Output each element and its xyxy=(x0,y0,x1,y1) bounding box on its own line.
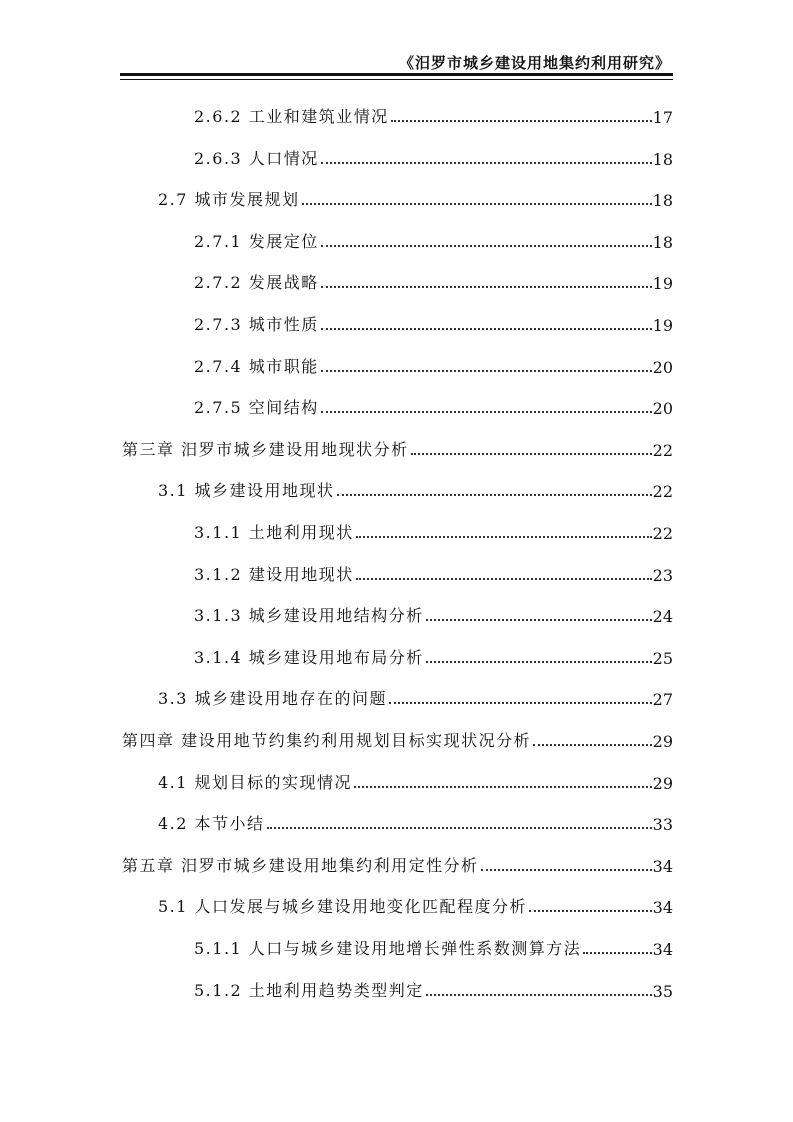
toc-entry-title: 2.7.2 发展战略 xyxy=(194,273,319,293)
toc-page-number: 29 xyxy=(652,773,673,793)
toc-entry[interactable] xyxy=(158,812,673,834)
toc-dot-leader xyxy=(426,661,652,663)
toc-page-number: 23 xyxy=(652,565,673,585)
toc-entry-title: 5.1.1 人口与城乡建设用地增长弹性系数测算方法 xyxy=(194,939,582,958)
toc-entry[interactable] xyxy=(194,313,673,335)
toc-dot-leader xyxy=(583,952,651,954)
toc-dot-leader xyxy=(321,162,652,164)
toc-entry-title: 3.1.1 土地利用现状 xyxy=(194,523,354,542)
header-rule-thick xyxy=(120,73,673,76)
toc-entry-title: 第五章 汨罗市城乡建设用地集约利用定性分析 xyxy=(122,855,479,875)
toc-entry[interactable] xyxy=(158,771,673,793)
toc-entry[interactable] xyxy=(194,105,673,127)
toc-entry-title: 2.6.2 工业和建筑业情况 xyxy=(194,107,389,126)
toc-entry[interactable] xyxy=(194,937,673,959)
toc-page-number: 19 xyxy=(652,274,673,294)
toc-page-number: 24 xyxy=(652,607,673,627)
toc-entry[interactable] xyxy=(194,230,673,252)
toc-dot-leader xyxy=(426,619,652,621)
toc-dot-leader xyxy=(356,578,652,580)
header-rule-thin xyxy=(120,79,673,80)
toc-dot-leader xyxy=(337,494,652,496)
toc-entry[interactable] xyxy=(194,355,673,377)
toc-page-number: 27 xyxy=(652,690,673,710)
toc-entry[interactable] xyxy=(122,438,673,460)
toc-entry[interactable] xyxy=(194,147,673,169)
toc-entry-title: 2.6.3 人口情况 xyxy=(194,148,319,168)
toc-page-number: 20 xyxy=(652,357,673,377)
toc-page-number: 29 xyxy=(652,732,673,751)
toc-entry-title: 2.7.5 空间结构 xyxy=(194,398,319,418)
document-title: 《汨罗市城乡建设用地集约利用研究》 xyxy=(398,54,671,72)
toc-dot-leader xyxy=(481,869,652,871)
toc-dot-leader xyxy=(529,910,652,912)
toc-dot-leader xyxy=(321,411,652,413)
toc-page-number: 34 xyxy=(652,898,673,918)
toc-page-number: 19 xyxy=(652,316,673,335)
toc-page-number: 18 xyxy=(652,149,673,169)
toc-page-number: 25 xyxy=(652,648,673,668)
toc-dot-leader xyxy=(533,744,652,746)
toc-entry[interactable] xyxy=(158,687,673,709)
toc-page-number: 18 xyxy=(652,191,673,211)
toc-entry-title: 2.7.4 城市职能 xyxy=(194,356,319,376)
toc-page-number: 17 xyxy=(652,108,673,127)
toc-dot-leader xyxy=(354,786,652,788)
toc-dot-leader xyxy=(321,286,652,288)
toc-entry-title: 4.1 规划目标的实现情况 xyxy=(158,772,353,792)
toc-dot-leader xyxy=(267,827,652,829)
toc-entry-title: 2.7.3 城市性质 xyxy=(194,315,319,334)
toc-dot-leader xyxy=(321,370,652,372)
toc-entry[interactable] xyxy=(158,188,673,210)
toc-entry-title: 3.1.4 城乡建设用地布局分析 xyxy=(194,647,424,667)
toc-entry[interactable] xyxy=(122,854,673,876)
toc-entry[interactable] xyxy=(194,646,673,668)
toc-entry[interactable] xyxy=(194,979,673,1001)
toc-dot-leader xyxy=(391,120,652,122)
toc-page-number: 22 xyxy=(652,440,673,460)
toc-entry[interactable] xyxy=(122,729,673,751)
toc-page-number: 20 xyxy=(652,399,673,419)
toc-page-number: 33 xyxy=(652,815,673,835)
toc-entry[interactable] xyxy=(194,563,673,585)
toc-page-number: 35 xyxy=(652,981,673,1001)
toc-page-number: 22 xyxy=(652,524,673,543)
toc-dot-leader xyxy=(356,536,652,538)
toc-entry-title: 5.1.2 土地利用趋势类型判定 xyxy=(194,980,424,1000)
toc-dot-leader xyxy=(389,702,652,704)
toc-entry-title: 第三章 汨罗市城乡建设用地现状分析 xyxy=(122,439,409,459)
toc-dot-leader xyxy=(411,453,652,455)
toc-entry-title: 2.7 城市发展规划 xyxy=(158,190,300,210)
toc-entry-title: 2.7.1 发展定位 xyxy=(194,231,319,251)
toc-dot-leader xyxy=(302,203,652,205)
toc-entry-title: 4.2 本节小结 xyxy=(158,814,265,834)
toc-page-number: 34 xyxy=(652,856,673,876)
toc-page-number: 34 xyxy=(652,940,673,959)
toc-entry-title: 3.1 城乡建设用地现状 xyxy=(158,481,335,501)
toc-page-number: 22 xyxy=(652,482,673,502)
toc-dot-leader xyxy=(321,245,652,247)
toc-entry[interactable] xyxy=(158,895,673,917)
toc-entry[interactable] xyxy=(194,521,673,543)
toc-dot-leader xyxy=(321,328,652,330)
toc-dot-leader xyxy=(426,994,652,996)
toc-page-number: 18 xyxy=(652,232,673,252)
toc-entry-title: 3.1.3 城乡建设用地结构分析 xyxy=(194,606,424,626)
toc-entry-title: 第四章 建设用地节约集约利用规划目标实现状况分析 xyxy=(122,731,532,750)
toc-entry-title: 3.1.2 建设用地现状 xyxy=(194,564,354,584)
toc-entry[interactable] xyxy=(158,479,673,501)
toc-entry[interactable] xyxy=(194,604,673,626)
toc-entry[interactable] xyxy=(194,271,673,293)
toc-entry-title: 3.3 城乡建设用地存在的问题 xyxy=(158,689,388,709)
toc-entry[interactable] xyxy=(194,396,673,418)
toc-entry-title: 5.1 人口发展与城乡建设用地变化匹配程度分析 xyxy=(158,897,528,917)
